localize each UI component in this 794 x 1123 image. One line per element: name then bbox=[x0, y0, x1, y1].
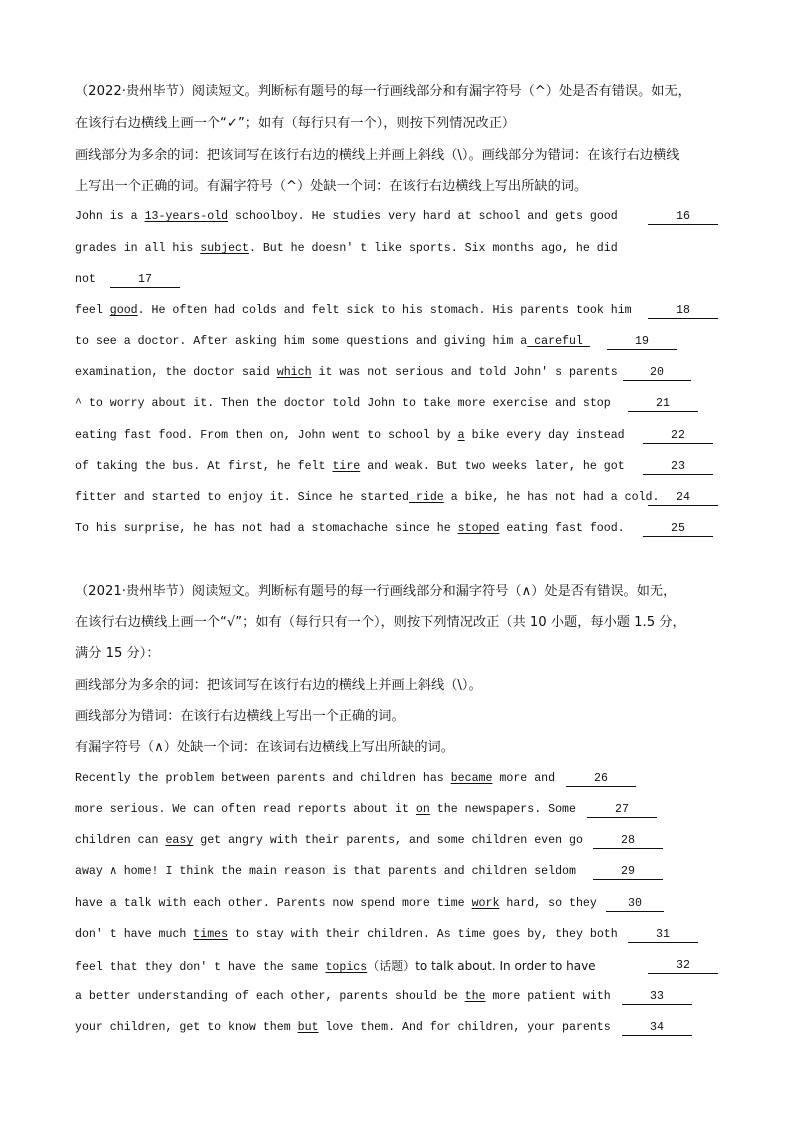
passage-line: to see a doctor. After asking him some questions and giving him a careful bbox=[75, 335, 590, 348]
passage-line: To his surprise, he has not had a stomachache since he stoped eating fast food. bbox=[75, 522, 625, 535]
answer-blank-23[interactable]: 23 bbox=[643, 459, 713, 475]
passage-line: feel that they don' t have the same topics（话题）to talk about. In order to have bbox=[75, 959, 596, 974]
passage-line: of taking the bus. At first, he felt tire and weak. But two weeks later, he got bbox=[75, 460, 625, 473]
answer-blank-21[interactable]: 21 bbox=[628, 396, 698, 412]
answer-blank-30[interactable]: 30 bbox=[606, 896, 664, 912]
section1-intro-line1: （2022·贵州毕节）阅读短文。判断标有题号的每一行画线部分和有漏字符号（^）处是否有错误。如无， bbox=[75, 84, 691, 99]
section2-intro-line4: 画线部分为多余的词：把该词写在该行右边的横线上并画上斜线（\）。 bbox=[75, 678, 482, 693]
passage-line: a better understanding of each other, parents should be the more patient with bbox=[75, 990, 611, 1003]
passage-line: not bbox=[75, 273, 96, 286]
answer-blank-28[interactable]: 28 bbox=[593, 833, 663, 849]
answer-blank-18[interactable]: 18 bbox=[648, 303, 718, 319]
section1-intro-line4: 上写出一个正确的词。有漏字符号（^）处缺一个词：在该行右边横线上写出所缺的词。 bbox=[75, 179, 588, 194]
answer-blank-17[interactable]: 17 bbox=[110, 272, 180, 288]
passage-line: Recently the problem between parents and children has became more and bbox=[75, 772, 556, 785]
section2-intro-line5: 画线部分为错词：在该行右边横线上写出一个正确的词。 bbox=[75, 709, 405, 724]
passage-line: more serious. We can often read reports about it on the newspapers. Some bbox=[75, 803, 576, 816]
answer-blank-25[interactable]: 25 bbox=[643, 521, 713, 537]
answer-blank-32[interactable]: 32 bbox=[648, 958, 718, 974]
answer-blank-20[interactable]: 20 bbox=[623, 365, 691, 381]
answer-blank-33[interactable]: 33 bbox=[622, 989, 692, 1005]
answer-blank-31[interactable]: 31 bbox=[628, 927, 698, 943]
answer-blank-24[interactable]: 24 bbox=[648, 490, 718, 506]
section1-intro-line2: 在该行右边横线上画一个“✓”；如有（每行只有一个），则按下列情况改正） bbox=[75, 116, 516, 131]
passage-line: ^ to worry about it. Then the doctor told John to take more exercise and stop bbox=[75, 397, 611, 410]
answer-blank-19[interactable]: 19 bbox=[607, 334, 677, 350]
passage-line: your children, get to know them but love them. And for children, your parents bbox=[75, 1021, 611, 1034]
section2-intro-line6: 有漏字符号（∧）处缺一个词：在该词右边横线上写出所缺的词。 bbox=[75, 740, 454, 755]
answer-blank-16[interactable]: 16 bbox=[648, 209, 718, 225]
section1-intro-line3: 画线部分为多余的词：把该词写在该行右边的横线上并画上斜线（\）。画线部分为错词：在该行右边横线 bbox=[75, 148, 680, 163]
section2-intro-line1: （2021·贵州毕节）阅读短文。判断标有题号的每一行画线部分和漏字符号（∧）处是否有错误。如无， bbox=[75, 584, 677, 599]
section2-intro-line2: 在该行右边横线上画一个“√”；如有（每行只有一个），则按下列情况改正（共 10 小题，每小题 1.5 分， bbox=[75, 615, 686, 630]
passage-line: children can easy get angry with their parents, and some children even go bbox=[75, 834, 583, 847]
section2-intro-line3: 满分 15 分）： bbox=[75, 646, 160, 661]
passage-line: eating fast food. From then on, John went to school by a bike every day instead bbox=[75, 429, 625, 442]
passage-line: feel good. He often had colds and felt sick to his stomach. His parents took him bbox=[75, 304, 632, 317]
passage-line: don' t have much times to stay with their children. As time goes by, they both bbox=[75, 928, 618, 941]
passage-line: have a talk with each other. Parents now spend more time work hard, so they bbox=[75, 897, 597, 910]
answer-blank-27[interactable]: 27 bbox=[587, 802, 657, 818]
passage-line: John is a 13-years-old schoolboy. He studies very hard at school and gets good bbox=[75, 210, 618, 223]
passage-line: away ∧ home! I think the main reason is that parents and children seldom bbox=[75, 865, 576, 878]
passage-line: examination, the doctor said which it was not serious and told John' s parents bbox=[75, 366, 618, 379]
passage-line: fitter and started to enjoy it. Since he started ride a bike, he has not had a cold. bbox=[75, 491, 660, 504]
answer-blank-26[interactable]: 26 bbox=[566, 771, 636, 787]
answer-blank-34[interactable]: 34 bbox=[622, 1020, 692, 1036]
answer-blank-22[interactable]: 22 bbox=[643, 428, 713, 444]
passage-line: grades in all his subject. But he doesn' t like sports. Six months ago, he did bbox=[75, 242, 618, 255]
answer-blank-29[interactable]: 29 bbox=[593, 864, 663, 880]
